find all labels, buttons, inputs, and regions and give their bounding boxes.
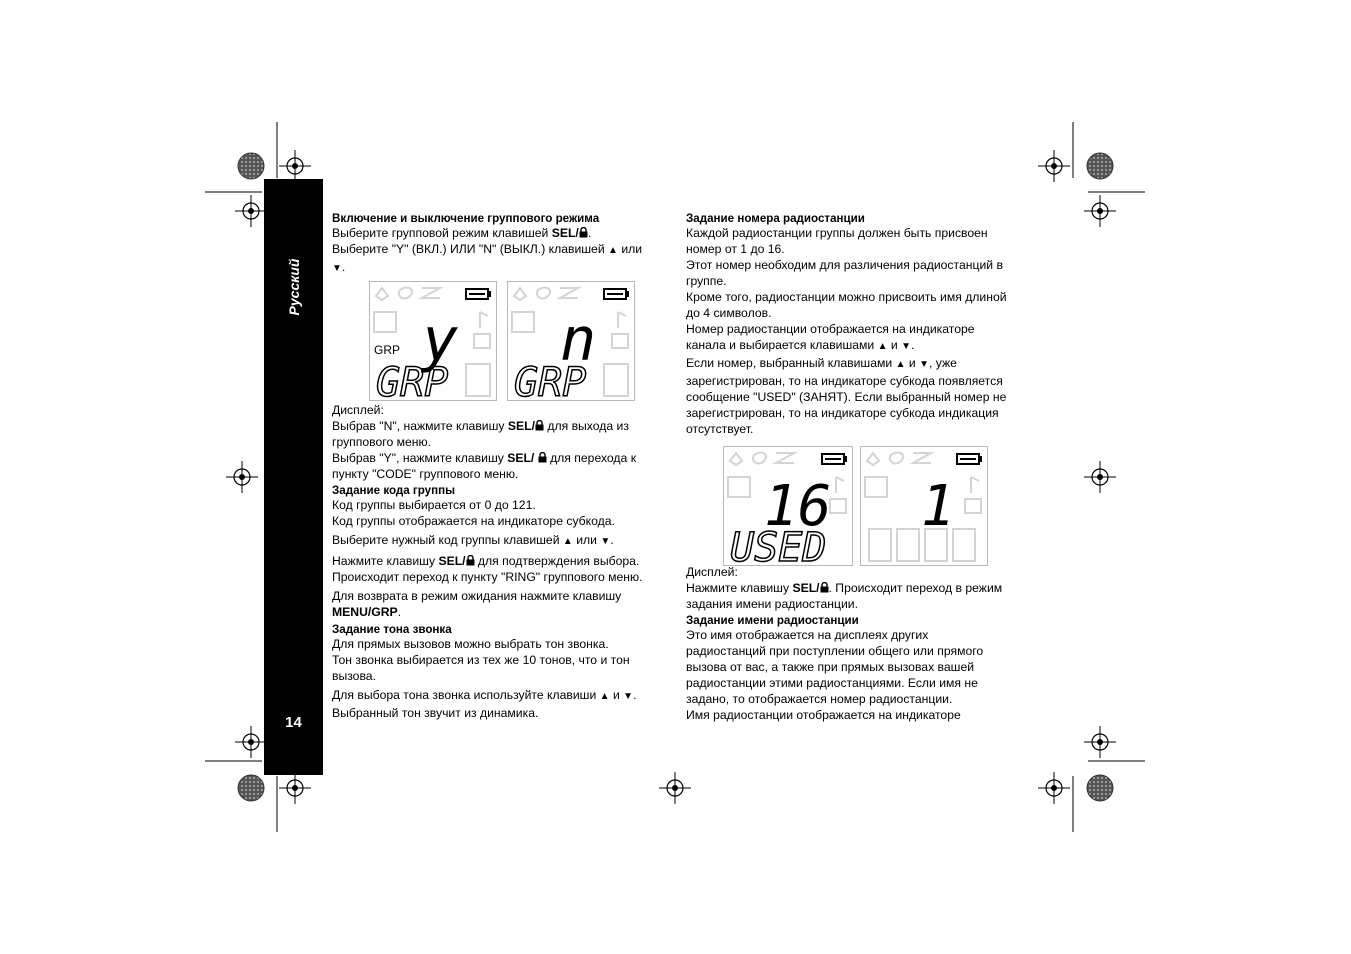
paragraph: сообщение "USED" (ЗАНЯТ). Если выбранный номер не [686,390,1007,404]
paragraph: Происходит переход к пункту "RING" группового меню. [332,570,643,584]
paragraph: Выберите "Y" (ВКЛ.) ИЛИ "N" (ВЫКЛ.) клавишей ▲ или [332,242,643,256]
down-arrow-icon: ▼ [332,263,342,274]
heading-radio-number: Задание номера радиостанции [686,212,865,225]
lock-icon [579,227,588,238]
lcd-graphic [724,447,852,565]
paragraph: задания имени радиостанции. [686,597,858,611]
up-arrow-icon: ▲ [599,691,610,702]
left-column-continued [332,402,677,721]
down-arrow-icon: ▼ [901,341,912,352]
crosshair-icon [1084,195,1116,227]
lcd-graphic [508,282,634,400]
lcd-big-digit: y [422,305,459,375]
paragraph: Выбрав "N", нажмите клавишу SEL/ для выхода из [332,419,629,433]
paragraph: радиостанции этими радиостанциями. Если имя не [686,676,978,690]
paragraph: зарегистрирован, то на индикаторе субкода индикация [686,406,999,420]
crosshair-icon [659,772,691,804]
paragraph: Этот номер необходим для различения радиостанций в [686,258,1003,272]
lcd-graphic [370,282,496,400]
paragraph: Для выбора тона звонка используйте клавиши ▲ и ▼. [332,688,637,702]
paragraph: пункту "CODE" группового меню. [332,467,519,481]
paragraph: Каждой радиостанции группы должен быть присвоен [686,226,988,240]
lcd-graphic [861,447,987,565]
language-label [264,179,323,359]
paragraph: номер от 1 до 16. [686,242,785,256]
paragraph: задано, то отображается номер радиостанции. [686,692,953,706]
paragraph: отсутствует. [686,422,754,436]
paragraph: до 4 символов. [686,306,772,320]
paragraph: Номер радиостанции отображается на индикаторе [686,322,975,336]
paragraph: Имя радиостанции отображается на индикаторе [686,708,961,722]
crosshair-icon [1038,772,1070,804]
paragraph: группе. [686,274,727,288]
paragraph: Это имя отображается на дисплеях других [686,628,929,642]
right-column [686,212,1031,437]
paragraph: вызова от вас, а также при прямых вызовах вашей [686,660,975,674]
paragraph: канала и выбирается клавишами ▲ и ▼. [686,338,915,352]
lock-icon [466,555,475,566]
paragraph: Для возврата в режим ожидания нажмите клавишу [332,589,622,603]
down-arrow-icon: ▼ [623,691,634,702]
lcd-subcode-text: USED [730,525,827,565]
lock-icon [820,582,829,593]
paragraph: Если номер, выбранный клавишами ▲ и ▼, уже [686,356,957,370]
paragraph: Кроме того, радиостанции можно присвоить имя длиной [686,290,1007,304]
paragraph: MENU/GRP. [332,605,402,619]
left-column [332,212,672,277]
display-label: Дисплей: [332,403,384,417]
heading-group-mode: Включение и выключение группового режима [332,212,600,225]
lcd-screen-n [507,281,635,401]
lcd-big-digit: 1 [921,474,955,539]
right-column-continued [686,564,1031,723]
up-arrow-icon: ▲ [877,341,888,352]
grp-indicator: GRP [374,343,401,357]
paragraph: Нажмите клавишу SEL/ . Происходит переход в режим [686,581,1003,595]
crosshair-icon [1084,461,1116,493]
crosshair-icon [1084,726,1116,758]
crosshair-icon [279,772,311,804]
paragraph: Код группы отображается на индикаторе субкода. [332,514,615,528]
paragraph: радиостанций при поступлении общего или прямого [686,644,984,658]
language-text: Русский [285,258,302,316]
paragraph: ▼. [332,260,346,274]
paragraph: Выберите групповой режим клавишей SEL/ . [332,226,592,240]
crosshair-icon [1038,150,1070,182]
up-arrow-icon: ▲ [562,536,573,547]
display-label: Дисплей: [686,565,738,579]
paragraph: Выбрав "Y", нажмите клавишу SEL/ для перехода к [332,451,637,465]
crosshair-icon [235,195,267,227]
heading-ring-tone: Задание тона звонка [332,623,452,636]
paragraph: Выбранный тон звучит из динамика. [332,706,539,720]
heading-group-code: Задание кода группы [332,484,456,497]
heading-radio-name: Задание имени радиостанции [686,614,859,627]
paragraph: Выберите нужный код группы клавишей ▲ или ▼. [332,533,614,547]
lcd-big-digit: 16 [764,474,832,539]
paragraph: вызова. [332,669,376,683]
paragraph: Тон звонка выбирается из тех же 10 тонов, что и тон [332,653,630,667]
paragraph: группового меню. [332,435,432,449]
crosshair-icon [226,461,258,493]
page-number: 14 [285,714,302,731]
up-arrow-icon: ▲ [895,359,906,370]
down-arrow-icon: ▼ [600,536,611,547]
up-arrow-icon: ▲ [608,245,618,256]
crosshair-icon [235,726,267,758]
lcd-screen-used [723,446,853,566]
lcd-subcode-text: GRP [514,360,587,400]
paragraph: Нажмите клавишу SEL/ для подтверждения выбора. [332,554,640,568]
lcd-big-digit: n [560,305,597,375]
lcd-screen-y [369,281,497,401]
crosshair-icon [279,150,311,182]
down-arrow-icon: ▼ [919,359,929,370]
paragraph: зарегистрирован, то на индикаторе субкода появляется [686,374,1003,388]
lcd-screen-empty [860,446,988,566]
lock-icon [535,420,544,431]
lock-icon [538,452,547,463]
paragraph: Код группы выбирается от 0 до 121. [332,498,536,512]
lcd-subcode-text: GRP [376,360,449,400]
paragraph: Для прямых вызовов можно выбрать тон звонка. [332,637,609,651]
